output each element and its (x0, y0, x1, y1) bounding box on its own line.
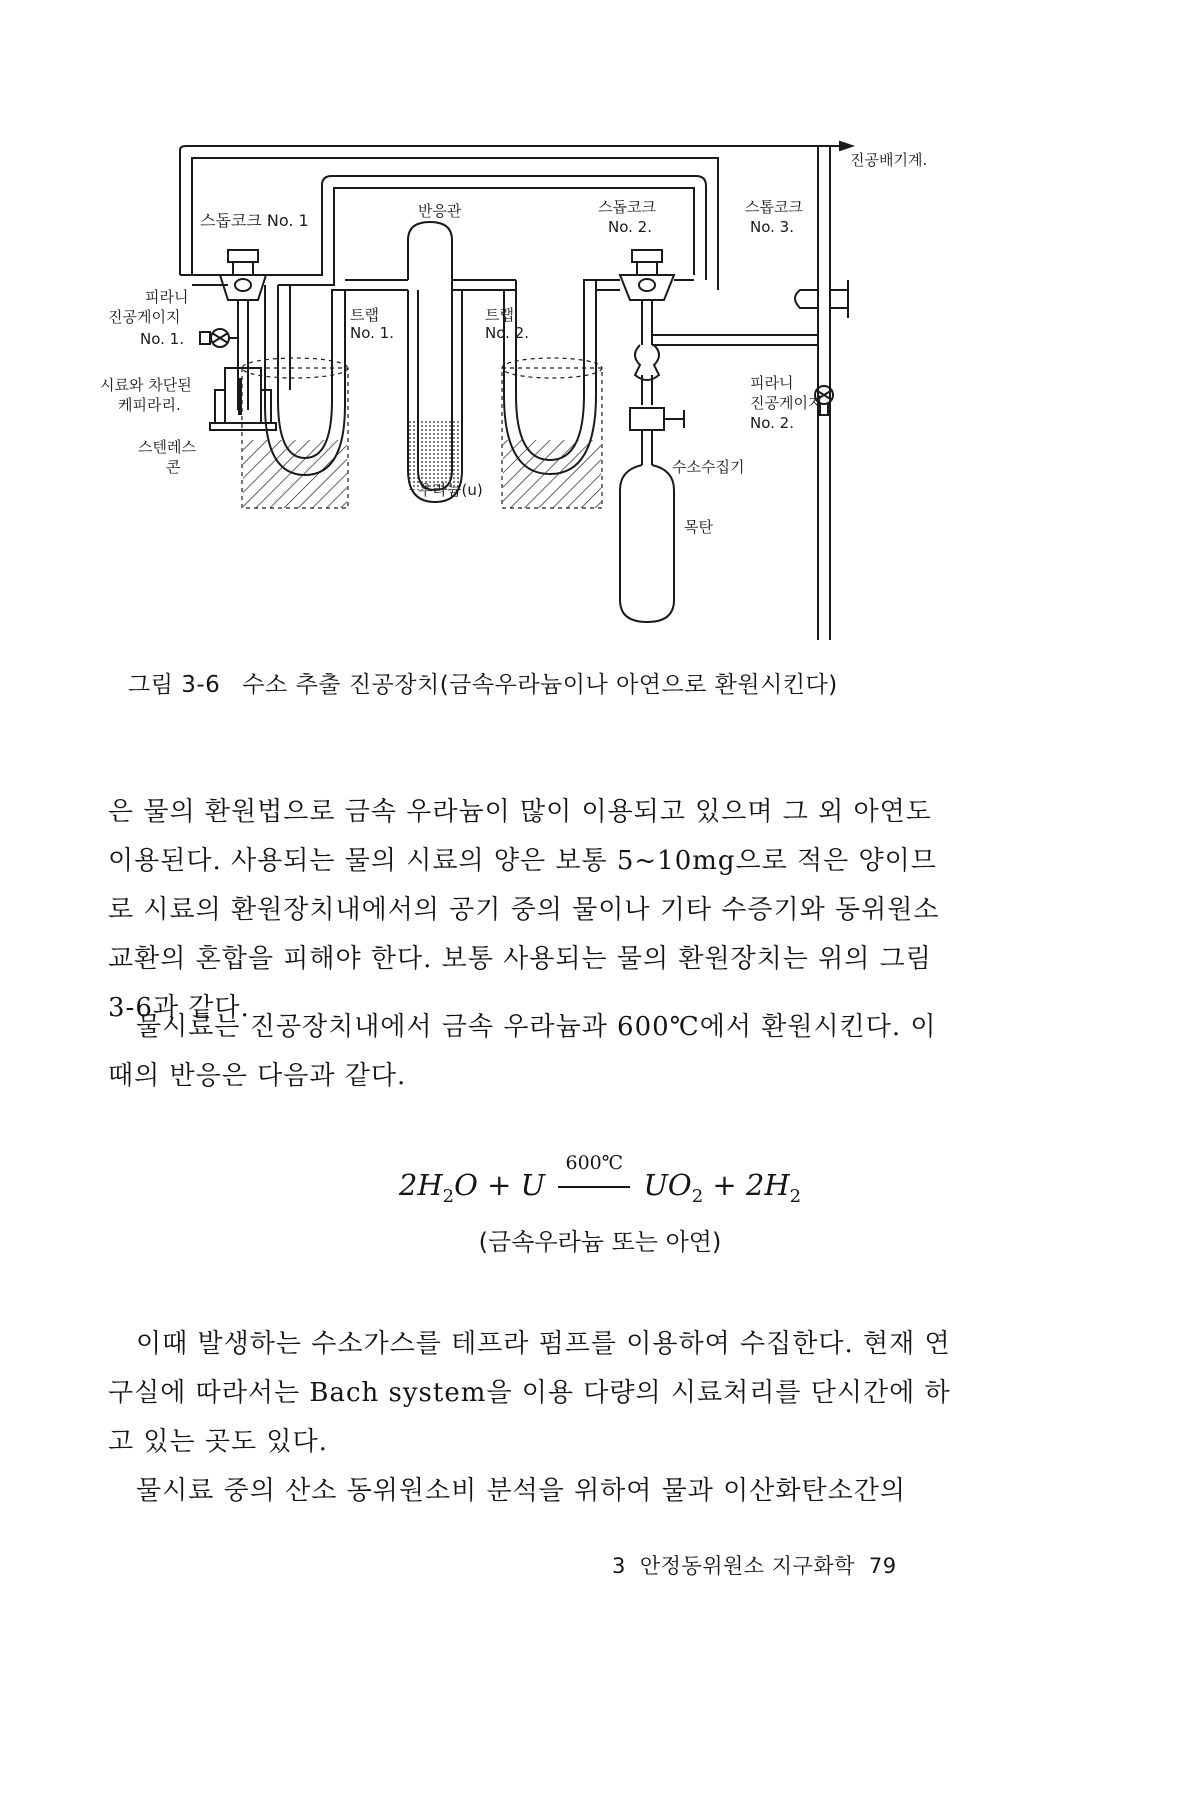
eq-rhs-2: + 2H (703, 1168, 790, 1202)
label-pirani-2b: 진공게이지 (750, 394, 823, 412)
caption-number: 그림 3-6 (128, 672, 221, 698)
label-stopcock-2b: No. 2. (608, 218, 652, 236)
trap-2 (584, 280, 620, 290)
label-cylinder: 목탄 (684, 518, 713, 536)
label-stopcock-2a: 스돕코크 (598, 198, 656, 216)
label-capillary-b: 케피라리. (118, 396, 181, 414)
paragraph-1: 은 물의 환원법으로 금속 우라늄이 많이 이용되고 있으며 그 외 아연도 이용된다. 사용되는 물의 시료의 양은 보통 5~10mg으로 적은 양이므로 시료의 환원장치내에서의 공기 중의 물이나 기타 수증기와 동위원소 교환의 혼합을 피해야 한다. 보통 사용되는 물의 환원장치는 위의 그림 3-6과 같다. (108, 797, 940, 1023)
label-h2-collector: 수소수집기 (672, 458, 745, 476)
equation-note: (금속우라늄 또는 아연) (478, 1228, 722, 1256)
eq-lhs-1-sub: 2 (442, 1185, 455, 1207)
stopcock-3 (795, 290, 818, 308)
label-stopcock-1: 스돕코크 No. 1 (200, 211, 309, 230)
label-pirani-2a: 피라니 (750, 374, 794, 392)
caption-text: 수소 추출 진공장치(금속우라늄이나 아연으로 환원시킨다) (242, 672, 838, 698)
label-reaction-tube: 반응관 (418, 202, 462, 220)
page-footer (612, 1550, 911, 1580)
label-trap-2b: No. 2. (485, 324, 529, 342)
eq-rhs-1: UO (643, 1168, 692, 1202)
label-pirani-1b: 진공게이지 (108, 308, 181, 326)
label-trap-1b: No. 1. (350, 324, 394, 342)
label-pirani-1c: No. 1. (140, 330, 184, 348)
label-uranium: 우라늄(u) (418, 481, 483, 499)
label-trap-1a: 트랩 (350, 306, 379, 324)
stopcock-1 (228, 250, 258, 262)
eq-lhs-2: O + U (454, 1168, 546, 1202)
footer-chapter: 3 (612, 1554, 626, 1578)
label-stainless-a: 스텐레스 (138, 438, 196, 456)
eq-lhs-1: 2H (398, 1168, 443, 1202)
eq-condition: 600℃ (565, 1152, 624, 1174)
gas-cylinder (620, 465, 674, 622)
label-vacuum-exhaust: 진공배기계. (850, 151, 928, 169)
stopcock-2 (632, 250, 662, 262)
page-number: 79 (868, 1554, 897, 1578)
label-pirani-1a: 피라니 (145, 288, 189, 306)
paragraph-2: 물시료는 진공장치내에서 금속 우라늄과 600℃에서 환원시킨다. 이 때의 반응은 다음과 같다. (108, 1012, 937, 1091)
capillary-holder (225, 368, 261, 423)
label-capillary-a: 시료와 차단된 (100, 376, 192, 394)
label-stopcock-3b: No. 3. (750, 218, 794, 236)
footer-title: 안정동위원소 지구화학 (639, 1554, 855, 1578)
figure-caption (128, 666, 838, 699)
eq-rhs-2-sub: 2 (789, 1185, 802, 1207)
eq-rhs-1-sub: 2 (691, 1185, 704, 1207)
label-stopcock-3a: 스톱코크 (745, 198, 803, 216)
paragraph-4: 물시료 중의 산소 동위원소비 분석을 위하여 물과 이산화탄소간의 (136, 1476, 906, 1506)
label-stainless-b: 콘 (166, 458, 181, 476)
reaction-equation (0, 1152, 1200, 1207)
paragraph-3: 이때 발생하는 수소가스를 테프라 펌프를 이용하여 수집한다. 현재 연구실에 따라서는 Bach system을 이용 다량의 시료처리를 단시간에 하고 있는 곳도 있다. (108, 1329, 951, 1457)
vacuum-apparatus-diagram (100, 140, 1000, 680)
label-trap-2a: 트랩 (485, 306, 514, 324)
reaction-arrow (558, 1152, 630, 1202)
label-pirani-2c: No. 2. (750, 414, 794, 432)
